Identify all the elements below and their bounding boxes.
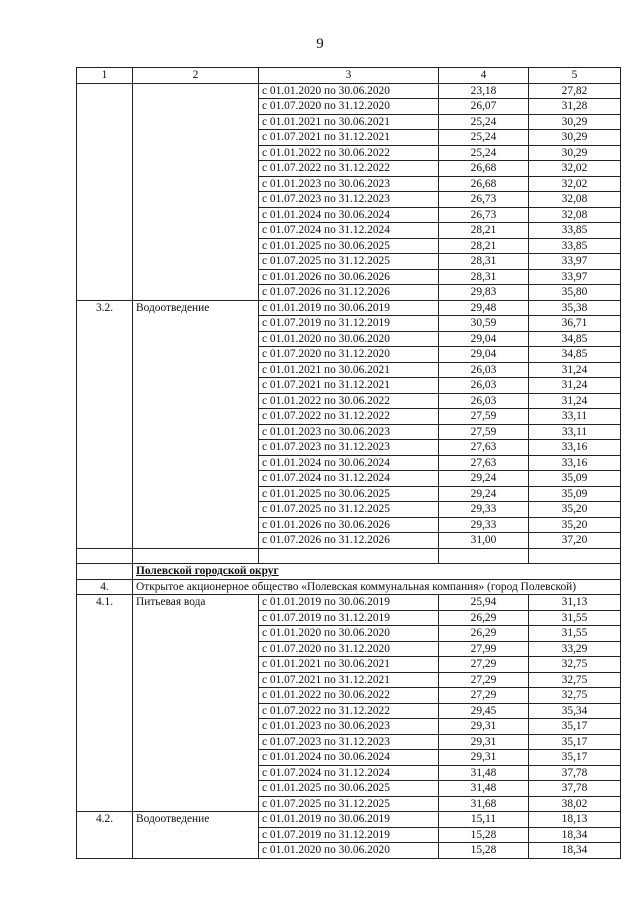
period-cell: с 01.01.2020 по 30.06.2020 — [259, 626, 439, 642]
tariff-with-vat-cell: 33,85 — [529, 223, 621, 239]
tariff-with-vat-cell: 37,20 — [529, 533, 621, 549]
period-cell: с 01.07.2026 по 31.12.2026 — [259, 285, 439, 301]
tariff-without-vat-cell: 23,18 — [439, 83, 529, 99]
tariff-with-vat-cell: 38,02 — [529, 796, 621, 812]
tariff-with-vat-cell: 33,11 — [529, 424, 621, 440]
table-row — [77, 83, 621, 99]
empty-cell — [133, 548, 259, 564]
section-title: Полевской городской округ — [133, 564, 621, 580]
period-cell: с 01.01.2026 по 30.06.2026 — [259, 517, 439, 533]
period-cell: с 01.07.2021 по 31.12.2021 — [259, 672, 439, 688]
tariff-without-vat-cell: 28,31 — [439, 254, 529, 270]
tariff-without-vat-cell: 29,31 — [439, 734, 529, 750]
tariff-without-vat-cell: 25,24 — [439, 114, 529, 130]
tariff-without-vat-cell: 31,68 — [439, 796, 529, 812]
period-cell: с 01.01.2019 по 30.06.2019 — [259, 812, 439, 828]
tariff-with-vat-cell: 36,71 — [529, 316, 621, 332]
period-cell: с 01.07.2025 по 31.12.2025 — [259, 796, 439, 812]
tariff-without-vat-cell: 26,29 — [439, 610, 529, 626]
period-cell: с 01.01.2026 по 30.06.2026 — [259, 269, 439, 285]
tariff-with-vat-cell: 37,78 — [529, 765, 621, 781]
tariff-with-vat-cell: 35,34 — [529, 703, 621, 719]
tariff-with-vat-cell: 33,97 — [529, 269, 621, 285]
tariff-with-vat-cell: 31,28 — [529, 99, 621, 115]
tariff-without-vat-cell: 31,48 — [439, 781, 529, 797]
tariff-with-vat-cell: 33,85 — [529, 238, 621, 254]
period-cell: с 01.07.2020 по 31.12.2020 — [259, 641, 439, 657]
tariff-without-vat-cell: 29,04 — [439, 331, 529, 347]
tariff-without-vat-cell: 27,59 — [439, 424, 529, 440]
period-cell: с 01.01.2019 по 30.06.2019 — [259, 595, 439, 611]
tariff-without-vat-cell: 15,28 — [439, 843, 529, 859]
tariff-with-vat-cell: 31,24 — [529, 362, 621, 378]
period-cell: с 01.07.2024 по 31.12.2024 — [259, 765, 439, 781]
tariff-with-vat-cell: 32,75 — [529, 657, 621, 673]
tariff-without-vat-cell: 26,73 — [439, 207, 529, 223]
period-cell: с 01.01.2025 по 30.06.2025 — [259, 486, 439, 502]
period-cell: с 01.01.2025 по 30.06.2025 — [259, 238, 439, 254]
organization-title: Открытое акционерное общество «Полевская коммунальная компания» (город Полевской) — [133, 579, 621, 595]
organization-row — [77, 579, 621, 595]
period-cell: с 01.01.2023 по 30.06.2023 — [259, 176, 439, 192]
tariff-with-vat-cell: 31,13 — [529, 595, 621, 611]
empty-cell — [529, 548, 621, 564]
empty-cell — [77, 548, 133, 564]
period-cell: с 01.01.2024 по 30.06.2024 — [259, 455, 439, 471]
tariff-with-vat-cell: 32,02 — [529, 161, 621, 177]
tariff-with-vat-cell: 31,55 — [529, 626, 621, 642]
tariff-without-vat-cell: 15,11 — [439, 812, 529, 828]
tariff-with-vat-cell: 33,16 — [529, 455, 621, 471]
header-col-1: 1 — [77, 68, 133, 84]
tariff-with-vat-cell: 34,85 — [529, 347, 621, 363]
page-number: 9 — [316, 36, 324, 52]
period-cell: с 01.01.2022 по 30.06.2022 — [259, 688, 439, 704]
empty-cell — [439, 548, 529, 564]
period-cell: с 01.07.2024 по 31.12.2024 — [259, 223, 439, 239]
tariff-with-vat-cell: 33,11 — [529, 409, 621, 425]
tariff-with-vat-cell: 31,24 — [529, 378, 621, 394]
tariff-with-vat-cell: 32,75 — [529, 688, 621, 704]
period-cell: с 01.01.2020 по 30.06.2020 — [259, 331, 439, 347]
tariff-without-vat-cell: 29,83 — [439, 285, 529, 301]
tariff-without-vat-cell: 31,48 — [439, 765, 529, 781]
tariff-without-vat-cell: 25,94 — [439, 595, 529, 611]
tariff-with-vat-cell: 35,09 — [529, 471, 621, 487]
tariff-with-vat-cell: 35,20 — [529, 517, 621, 533]
tariff-with-vat-cell: 31,24 — [529, 393, 621, 409]
tariff-with-vat-cell: 35,17 — [529, 750, 621, 766]
row-number-cell: 4.2. — [77, 812, 133, 859]
tariff-with-vat-cell: 35,17 — [529, 719, 621, 735]
tariff-without-vat-cell: 25,24 — [439, 145, 529, 161]
header-col-2: 2 — [133, 68, 259, 84]
tariff-with-vat-cell: 33,97 — [529, 254, 621, 270]
period-cell: с 01.07.2022 по 31.12.2022 — [259, 703, 439, 719]
tariff-with-vat-cell: 18,34 — [529, 843, 621, 859]
tariff-without-vat-cell: 28,31 — [439, 269, 529, 285]
tariff-with-vat-cell: 32,02 — [529, 176, 621, 192]
tariff-with-vat-cell: 35,20 — [529, 502, 621, 518]
table-header-row — [77, 68, 621, 84]
tariff-without-vat-cell: 26,03 — [439, 393, 529, 409]
period-cell: с 01.07.2021 по 31.12.2021 — [259, 130, 439, 146]
row-number-cell: 3.2. — [77, 300, 133, 548]
tariff-without-vat-cell: 27,63 — [439, 455, 529, 471]
tariff-without-vat-cell: 29,24 — [439, 486, 529, 502]
tariff-without-vat-cell: 29,33 — [439, 502, 529, 518]
spacer-row — [77, 548, 621, 564]
tariff-with-vat-cell: 35,17 — [529, 734, 621, 750]
service-name-cell: Питьевая вода — [133, 595, 259, 812]
period-cell: с 01.07.2019 по 31.12.2019 — [259, 316, 439, 332]
tariff-with-vat-cell: 35,80 — [529, 285, 621, 301]
tariff-with-vat-cell: 32,08 — [529, 192, 621, 208]
service-name-cell — [133, 83, 259, 300]
period-cell: с 01.01.2021 по 30.06.2021 — [259, 362, 439, 378]
period-cell: с 01.01.2022 по 30.06.2022 — [259, 145, 439, 161]
tariff-with-vat-cell: 34,85 — [529, 331, 621, 347]
tariff-without-vat-cell: 29,45 — [439, 703, 529, 719]
service-name-cell: Водоотведение — [133, 300, 259, 548]
tariff-without-vat-cell: 26,03 — [439, 362, 529, 378]
tariff-with-vat-cell: 37,78 — [529, 781, 621, 797]
tariff-with-vat-cell: 33,29 — [529, 641, 621, 657]
header-col-3: 3 — [259, 68, 439, 84]
period-cell: с 01.01.2023 по 30.06.2023 — [259, 424, 439, 440]
tariff-without-vat-cell: 29,24 — [439, 471, 529, 487]
period-cell: с 01.07.2023 по 31.12.2023 — [259, 734, 439, 750]
tariff-table — [76, 67, 621, 859]
period-cell: с 01.01.2020 по 30.06.2020 — [259, 843, 439, 859]
table-row — [77, 812, 621, 828]
tariff-without-vat-cell: 15,28 — [439, 827, 529, 843]
period-cell: с 01.01.2025 по 30.06.2025 — [259, 781, 439, 797]
tariff-without-vat-cell: 29,48 — [439, 300, 529, 316]
period-cell: с 01.07.2025 по 31.12.2025 — [259, 502, 439, 518]
period-cell: с 01.01.2024 по 30.06.2024 — [259, 207, 439, 223]
tariff-with-vat-cell: 32,75 — [529, 672, 621, 688]
table-row — [77, 595, 621, 611]
period-cell: с 01.01.2020 по 30.06.2020 — [259, 83, 439, 99]
tariff-without-vat-cell: 26,29 — [439, 626, 529, 642]
tariff-without-vat-cell: 31,00 — [439, 533, 529, 549]
tariff-with-vat-cell: 30,29 — [529, 130, 621, 146]
tariff-with-vat-cell: 30,29 — [529, 145, 621, 161]
tariff-with-vat-cell: 18,13 — [529, 812, 621, 828]
period-cell: с 01.07.2019 по 31.12.2019 — [259, 610, 439, 626]
tariff-table-body — [77, 68, 621, 859]
tariff-without-vat-cell: 29,31 — [439, 750, 529, 766]
tariff-with-vat-cell: 33,16 — [529, 440, 621, 456]
period-cell: с 01.07.2022 по 31.12.2022 — [259, 409, 439, 425]
period-cell: с 01.01.2022 по 30.06.2022 — [259, 393, 439, 409]
header-col-4: 4 — [439, 68, 529, 84]
period-cell: с 01.01.2019 по 30.06.2019 — [259, 300, 439, 316]
period-cell: с 01.07.2025 по 31.12.2025 — [259, 254, 439, 270]
header-col-5: 5 — [529, 68, 621, 84]
tariff-without-vat-cell: 27,29 — [439, 672, 529, 688]
period-cell: с 01.07.2023 по 31.12.2023 — [259, 440, 439, 456]
period-cell: с 01.07.2024 по 31.12.2024 — [259, 471, 439, 487]
tariff-without-vat-cell: 27,29 — [439, 657, 529, 673]
table-row — [77, 300, 621, 316]
tariff-without-vat-cell: 26,68 — [439, 161, 529, 177]
organization-number-cell: 4. — [77, 579, 133, 595]
period-cell: с 01.01.2021 по 30.06.2021 — [259, 114, 439, 130]
tariff-with-vat-cell: 27,82 — [529, 83, 621, 99]
tariff-with-vat-cell: 32,08 — [529, 207, 621, 223]
period-cell: с 01.07.2023 по 31.12.2023 — [259, 192, 439, 208]
section-row — [77, 564, 621, 580]
tariff-with-vat-cell: 30,29 — [529, 114, 621, 130]
tariff-without-vat-cell: 29,31 — [439, 719, 529, 735]
tariff-without-vat-cell: 30,59 — [439, 316, 529, 332]
tariff-without-vat-cell: 29,33 — [439, 517, 529, 533]
tariff-without-vat-cell: 26,03 — [439, 378, 529, 394]
tariff-without-vat-cell: 26,73 — [439, 192, 529, 208]
tariff-without-vat-cell: 27,59 — [439, 409, 529, 425]
tariff-with-vat-cell: 35,09 — [529, 486, 621, 502]
tariff-without-vat-cell: 26,07 — [439, 99, 529, 115]
tariff-without-vat-cell: 25,24 — [439, 130, 529, 146]
tariff-without-vat-cell: 27,99 — [439, 641, 529, 657]
empty-cell — [77, 564, 133, 580]
row-number-cell — [77, 83, 133, 300]
period-cell: с 01.01.2023 по 30.06.2023 — [259, 719, 439, 735]
period-cell: с 01.07.2020 по 31.12.2020 — [259, 99, 439, 115]
period-cell: с 01.07.2021 по 31.12.2021 — [259, 378, 439, 394]
tariff-with-vat-cell: 35,38 — [529, 300, 621, 316]
period-cell: с 01.01.2024 по 30.06.2024 — [259, 750, 439, 766]
tariff-without-vat-cell: 28,21 — [439, 223, 529, 239]
tariff-with-vat-cell: 18,34 — [529, 827, 621, 843]
period-cell: с 01.07.2020 по 31.12.2020 — [259, 347, 439, 363]
tariff-without-vat-cell: 28,21 — [439, 238, 529, 254]
row-number-cell: 4.1. — [77, 595, 133, 812]
period-cell: с 01.07.2019 по 31.12.2019 — [259, 827, 439, 843]
period-cell: с 01.07.2022 по 31.12.2022 — [259, 161, 439, 177]
tariff-without-vat-cell: 29,04 — [439, 347, 529, 363]
period-cell: с 01.07.2026 по 31.12.2026 — [259, 533, 439, 549]
service-name-cell: Водоотведение — [133, 812, 259, 859]
empty-cell — [259, 548, 439, 564]
period-cell: с 01.01.2021 по 30.06.2021 — [259, 657, 439, 673]
tariff-without-vat-cell: 27,29 — [439, 688, 529, 704]
tariff-with-vat-cell: 31,55 — [529, 610, 621, 626]
tariff-without-vat-cell: 26,68 — [439, 176, 529, 192]
tariff-without-vat-cell: 27,63 — [439, 440, 529, 456]
